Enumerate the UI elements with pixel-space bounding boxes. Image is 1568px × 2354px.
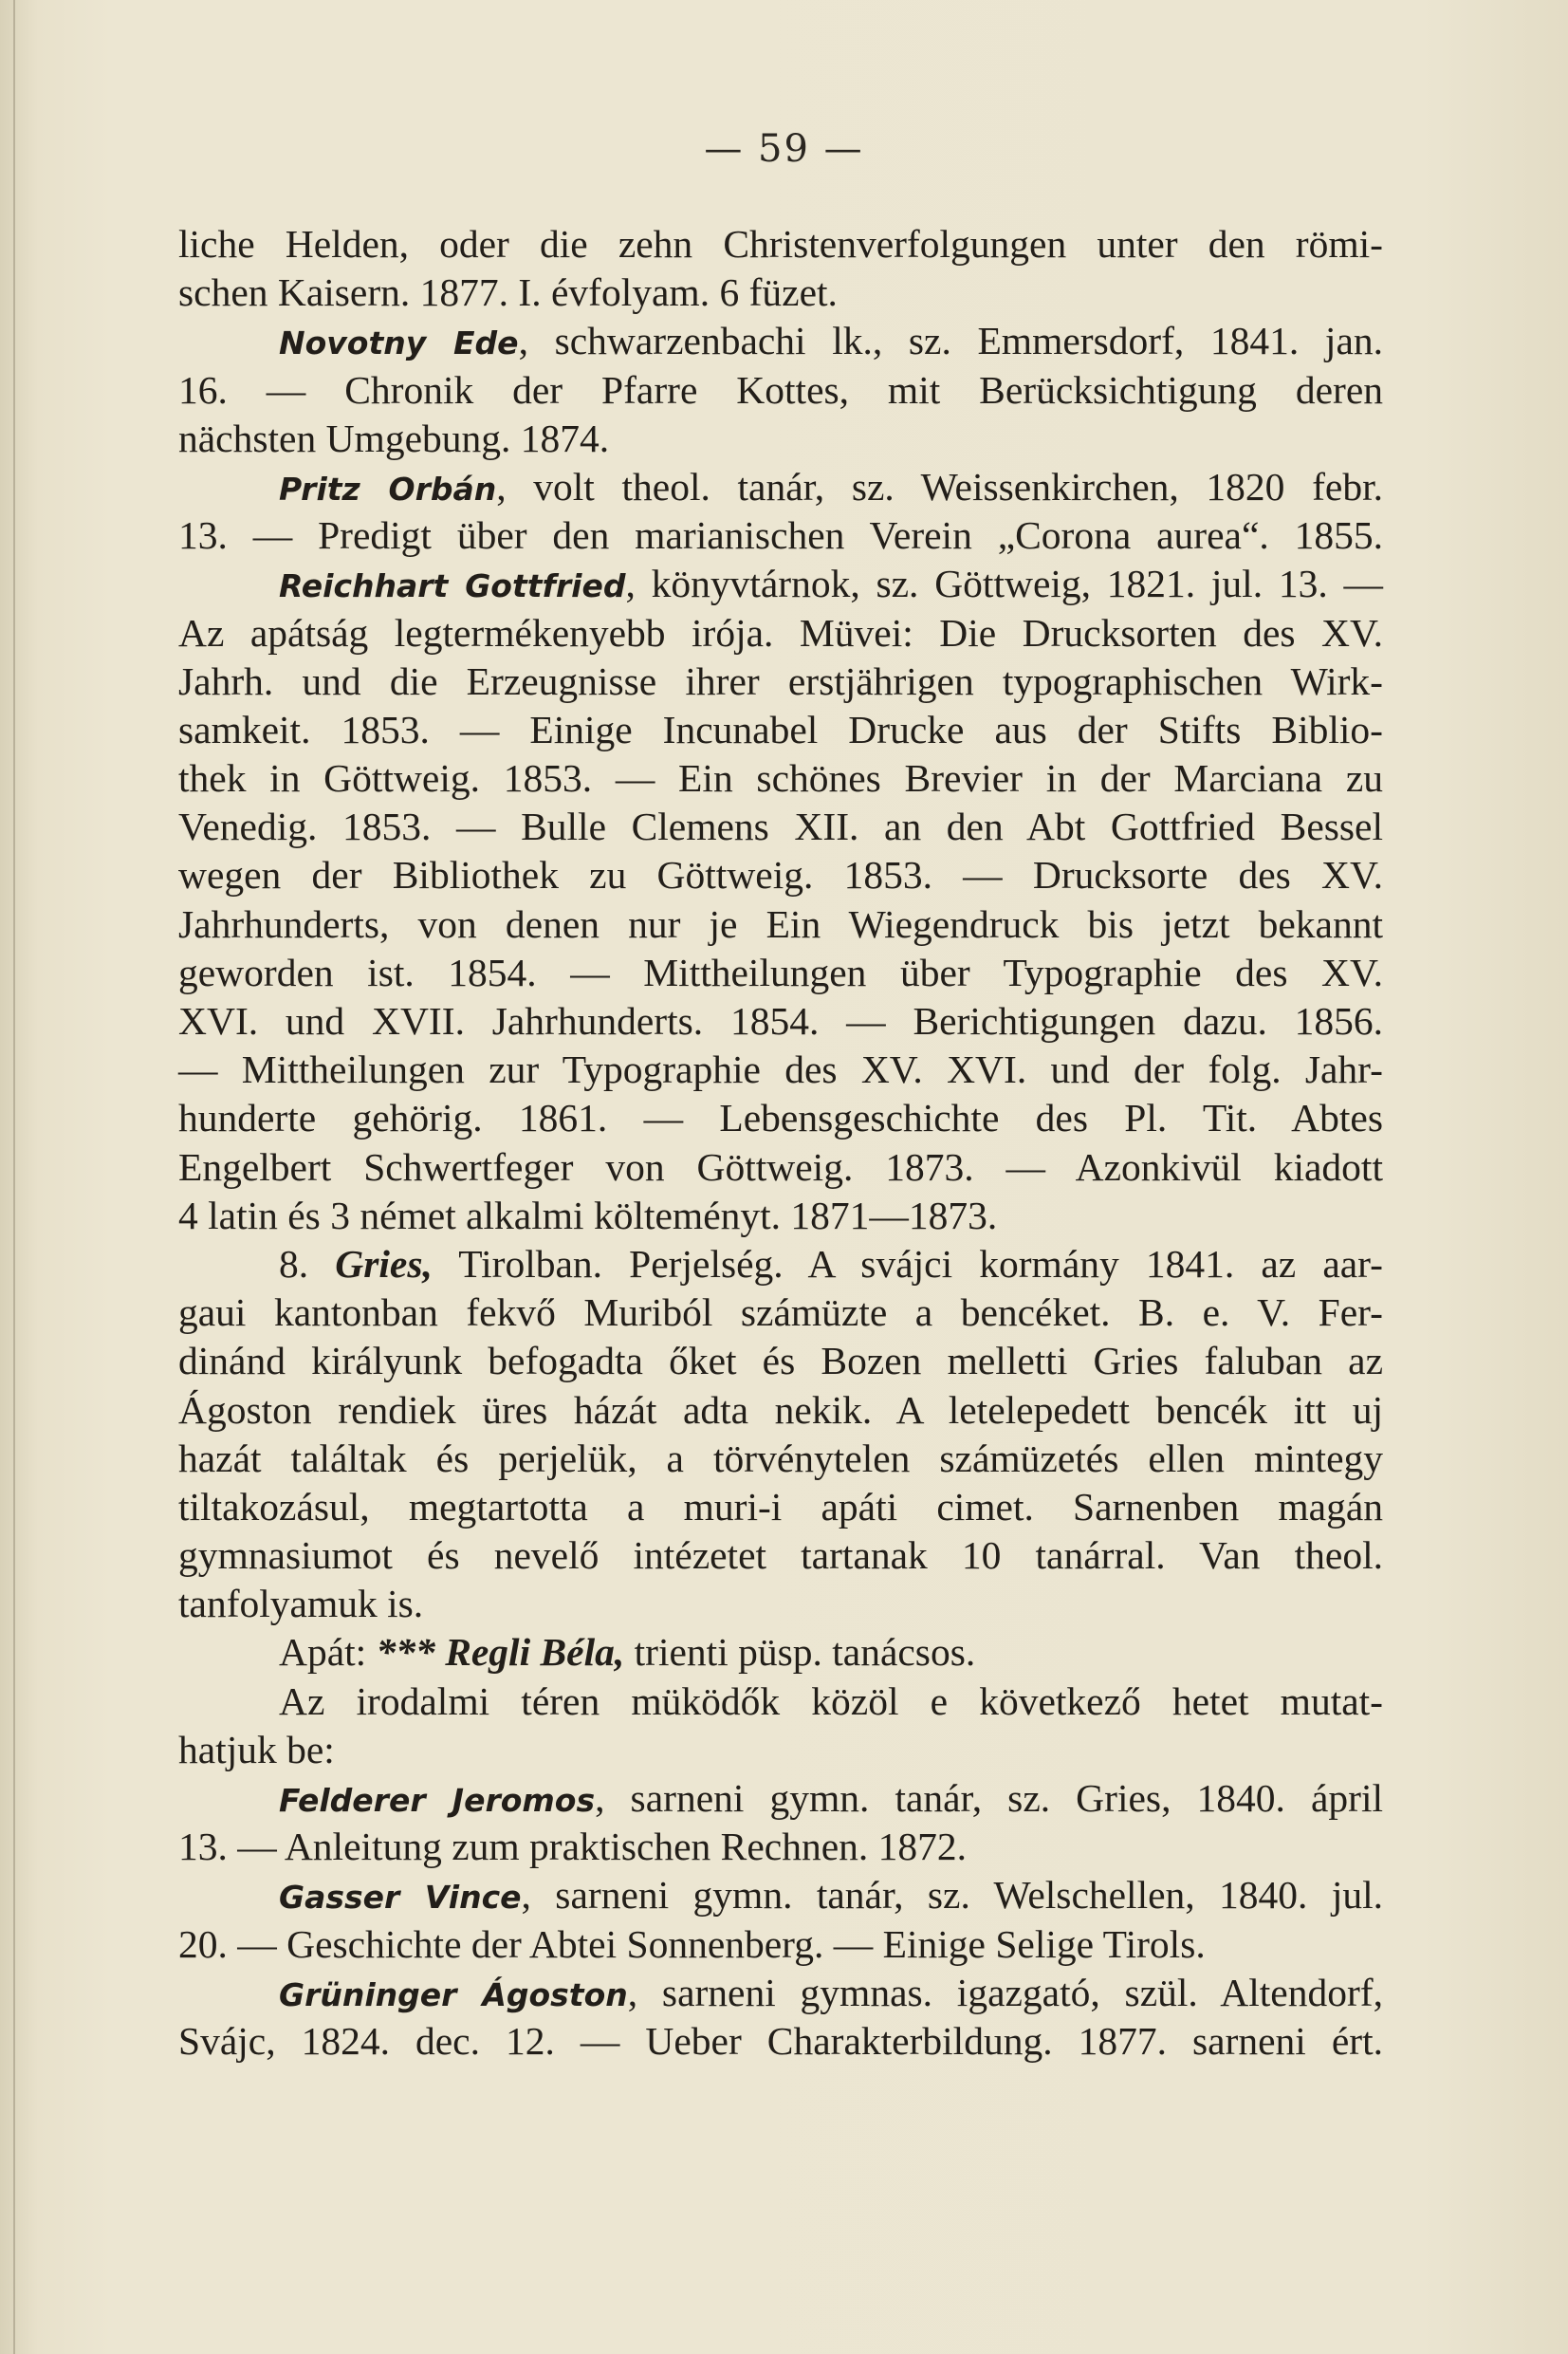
text-line [178,269,1383,317]
line-text: Svájc, 1824. dec. 12. — Ueber Charakterbildung. 1877. sarneni ért. [178,2018,1383,2063]
text-line [178,803,1383,851]
line-text: gymnasiumot és nevelő intézetet tartanak 10 tanárral. Van theol. [178,1533,1383,1578]
line-text: hazát találtak és perjelük, a törvénytelen számüzetés ellen mintegy [178,1436,1383,1480]
line-text: dinánd királyunk befogadta őket és Bozen melletti Gries faluban az [178,1339,1383,1383]
text-line [178,900,1383,949]
line-text: , schwarzenbachi lk., sz. Emmersdorf, 1841. jan. [518,319,1383,363]
line-text: liche Helden, oder die zehn Christenverfolgungen unter den römi- [178,222,1383,266]
text-line [178,754,1383,803]
line-text: tiltakozásul, megtartotta a muri-i apáti cimet. Sarnenben magán [178,1484,1383,1529]
line-text: — Mittheilungen zur Typographie des XV. XVI. und der folg. Jahr- [178,1047,1383,1092]
text-line [178,1435,1383,1483]
text-line [178,609,1383,658]
text-line [178,851,1383,899]
section-heading: *** Regli Béla, [376,1630,625,1675]
text-line [178,1628,1383,1677]
text-line [178,949,1383,997]
text-line [178,366,1383,415]
text-line [178,1920,1383,1969]
line-text: , volt theol. tanár, sz. Weissenkirchen, 1820 febr. [496,464,1383,509]
text-line [178,1046,1383,1094]
line-text: Ágoston rendiek üres házát adta nekik. A letelepedett bencék itt uj [178,1387,1383,1432]
line-text: Tirolban. Perjelség. A svájci kormány 1841. az aar- [432,1241,1383,1286]
line-text: Apát: [279,1630,377,1675]
text-line [178,1823,1383,1871]
text-line [178,1580,1383,1628]
line-text: gaui kantonban fekvő Muriból számüzte a bencéket. B. e. V. Fer- [178,1290,1383,1335]
line-text: Engelbert Schwertfeger von Göttweig. 1873. — Azonkivül kiadott [178,1144,1383,1189]
text-line [178,560,1383,608]
text-line [178,1337,1383,1385]
line-text: trienti püsp. tanácsos. [624,1630,976,1675]
text-line [178,997,1383,1046]
line-text: Jahrhunderts, von denen nur je Ein Wiegendruck bis jetzt bekannt [178,901,1383,946]
entry-name: Gasser Vince [279,1879,522,1917]
line-text: 16. — Chronik der Pfarre Kottes, mit Berücksichtigung deren [178,367,1383,412]
line-text: 4 latin és 3 német alkalmi költeményt. 1871—1873. [178,1193,998,1237]
line-text: samkeit. 1853. — Einige Incunabel Drucke aus der Stifts Biblio- [178,707,1383,751]
line-text: XVI. und XVII. Jahrhunderts. 1854. — Berichtigungen dazu. 1856. [178,999,1383,1043]
line-text: , sarneni gymn. tanár, sz. Gries, 1840. ápril [595,1776,1384,1820]
text-line [178,1143,1383,1192]
line-text: Az irodalmi téren müködők közöl e következő hetet mutat- [279,1678,1383,1723]
line-text: schen Kaisern. 1877. I. évfolyam. 6 füzet. [178,270,838,315]
text-line [178,2017,1383,2066]
text-line [178,1531,1383,1580]
entry-name: Pritz Orbán [279,470,497,508]
line-text: thek in Göttweig. 1853. — Ein schönes Brevier in der Marciana zu [178,756,1383,801]
line-text: 8. [279,1241,336,1286]
page-number: — 59 — [704,127,864,171]
entry-name: Novotny Ede [279,324,519,362]
text-line [178,1774,1383,1823]
line-text: hunderte gehörig. 1861. — Lebensgeschichte des Pl. Tit. Abtes [178,1096,1383,1140]
line-text: 13. — Predigt über den marianischen Verein „Corona aurea“. 1855. [178,513,1383,558]
text-line [178,1240,1383,1288]
line-text: Az apátság legtermékenyebb irója. Müvei: Die Drucksorten des XV. [178,610,1383,655]
line-text: , könyvtárnok, sz. Göttweig, 1821. jul. 13. — [625,562,1383,606]
line-text: , sarneni gymnas. igazgató, szül. Altendorf, [627,1970,1383,2014]
entry-name: Grüninger Ágoston [279,1975,628,2013]
text-line [178,1483,1383,1531]
line-text: wegen der Bibliothek zu Göttweig. 1853. — Drucksorte des XV. [178,853,1383,898]
text-line [178,706,1383,754]
line-text: 13. — Anleitung zum praktischen Rechnen. 1872. [178,1825,967,1869]
text-line [178,1969,1383,2017]
entry-name: Reichhart Gottfried [279,567,626,605]
text-line [178,220,1383,269]
text-line [178,1386,1383,1435]
page-body-text [178,220,1383,2066]
text-line [178,1094,1383,1142]
text-line [178,317,1383,365]
text-line [178,511,1383,560]
line-text: geworden ist. 1854. — Mittheilungen über Typographie des XV. [178,950,1383,994]
text-line [178,1871,1383,1919]
line-text: , sarneni gymn. tanár, sz. Welschellen, 1840. jul. [521,1873,1384,1918]
entry-name: Felderer Jeromos [279,1782,596,1819]
text-line [178,658,1383,706]
section-heading: Gries, [335,1241,433,1286]
text-line [178,1192,1383,1240]
line-text: nächsten Umgebung. 1874. [178,416,610,460]
text-line [178,1726,1383,1774]
binding-gutter [13,0,15,2354]
text-line [178,1288,1383,1337]
line-text: hatjuk be: [178,1727,335,1771]
text-line [178,415,1383,463]
line-text: Venedig. 1853. — Bulle Clemens XII. an den Abt Gottfried Bessel [178,805,1383,849]
text-line [178,1677,1383,1726]
text-line [178,463,1383,511]
line-text: 20. — Geschichte der Abtei Sonnenberg. — Einige Selige Tirols. [178,1921,1206,1966]
line-text: Jahrh. und die Erzeugnisse ihrer erstjährigen typographischen Wirk- [178,658,1383,703]
line-text: tanfolyamuk is. [178,1582,424,1626]
